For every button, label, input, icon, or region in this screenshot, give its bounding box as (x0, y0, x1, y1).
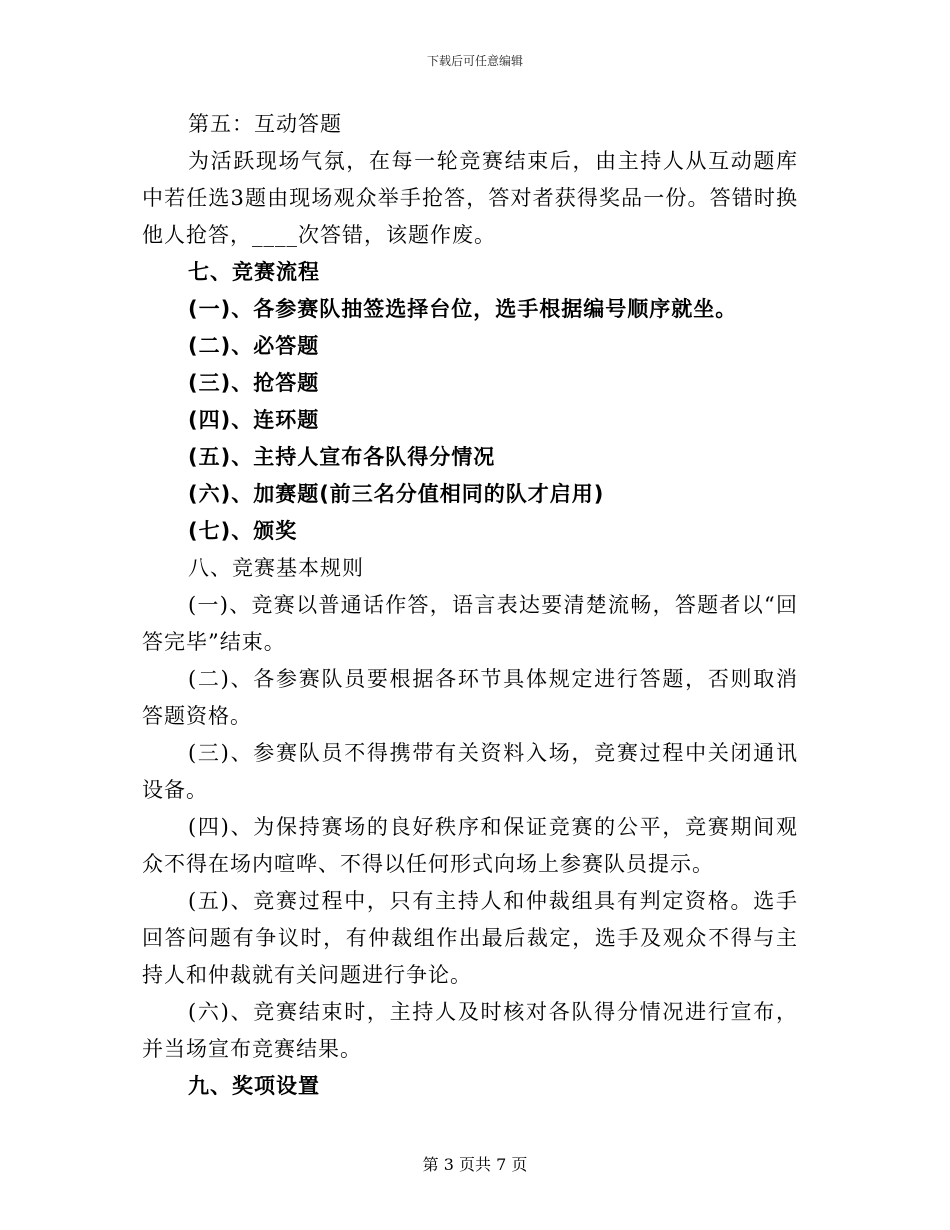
heading-competition-process: 七、竞赛流程 (188, 260, 320, 284)
process-item-5: (五)、主持人宣布各队得分情况 (188, 445, 496, 469)
paragraph-interactive-quiz-heading: 第五：互动答题 (188, 112, 342, 136)
rule-item-5: (五)、竞赛过程中，只有主持人和仲裁组具有判定资格。选手回答问题有争议时，有仲裁组作出最后裁定，选手及观众不得与主持人和仲裁就有关问题进行争论。 (142, 889, 798, 987)
page-footer: 第 3 页共 7 页 (422, 1155, 528, 1174)
paragraph-interactive-quiz-body: 为活跃现场气氛，在每一轮竞赛结束后，由主持人从互动题库中若任选3题由现场观众举手抢答，答对者获得奖品一份。答错时换他人抢答，____次答错，该题作废。 (142, 149, 798, 247)
rule-item-6: (六)、竞赛结束时，主持人及时核对各队得分情况进行宣布，并当场宣布竞赛结果。 (142, 1000, 798, 1061)
process-item-6: (六)、加赛题(前三名分值相同的队才启用) (188, 482, 605, 506)
process-item-4: (四)、连环题 (188, 408, 320, 432)
heading-awards: 九、奖项设置 (188, 1074, 320, 1098)
process-item-7: (七)、颁奖 (188, 519, 298, 543)
process-item-3: (三)、抢答题 (188, 371, 320, 395)
document-body (142, 106, 798, 1105)
rule-item-4: (四)、为保持赛场的良好秩序和保证竞赛的公平，竞赛期间观众不得在场内喧哗、不得以任何形式向场上参赛队员提示。 (142, 815, 798, 876)
page-header: 下载后可任意编辑 (426, 54, 523, 68)
rule-item-1: (一)、竞赛以普通话作答，语言表达要清楚流畅，答题者以“回答完毕”结束。 (142, 593, 798, 654)
process-item-1: (一)、各参赛队抽签选择台位，选手根据编号顺序就坐。 (188, 297, 738, 321)
heading-basic-rules: 八、竞赛基本规则 (188, 556, 364, 580)
rule-item-3: (三)、参赛队员不得携带有关资料入场，竞赛过程中关闭通讯设备。 (142, 741, 798, 802)
rule-item-2: (二)、各参赛队员要根据各环节具体规定进行答题，否则取消答题资格。 (142, 667, 798, 728)
process-item-2: (二)、必答题 (188, 334, 320, 358)
